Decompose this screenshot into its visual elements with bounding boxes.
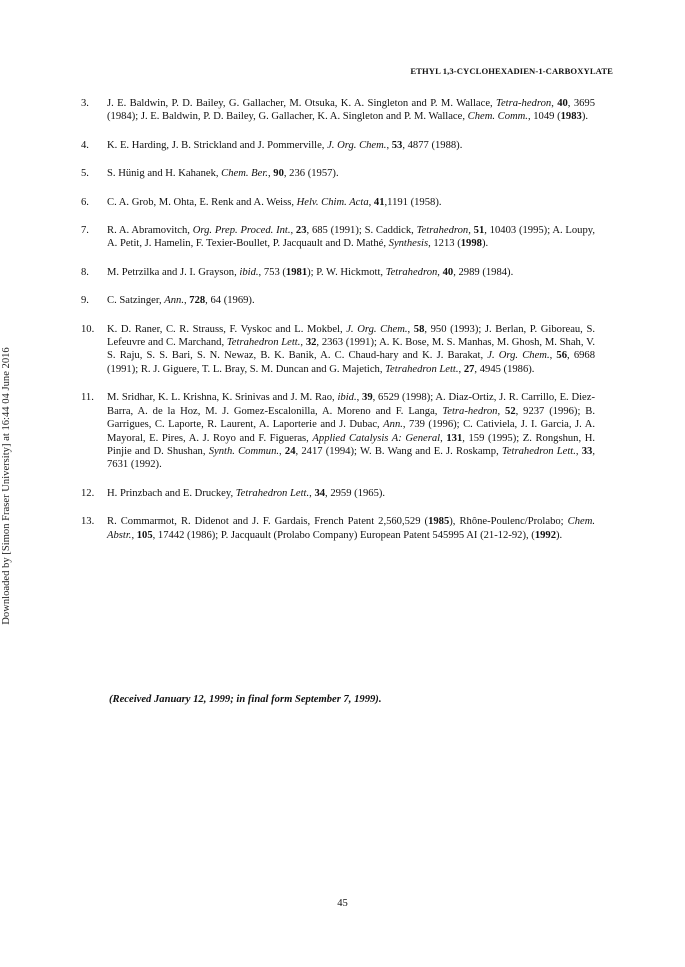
journal-title: Tetra-hedron bbox=[442, 405, 498, 417]
reference-item bbox=[81, 224, 595, 251]
volume-number: 53 bbox=[391, 139, 403, 151]
reference-text: , 6968 (1991); R. J. Giguere, T. L. Bray, S. M. Duncan and G. Majetich, bbox=[107, 350, 596, 375]
reference-item bbox=[81, 487, 595, 500]
reference-text: ). bbox=[556, 529, 563, 541]
journal-title: Tetra-hedron bbox=[496, 98, 552, 109]
reference-item bbox=[81, 196, 595, 209]
reference-text: , 2417 (1994); W. B. Wang and E. J. Roskamp, bbox=[295, 445, 502, 457]
reference-text: , bbox=[575, 445, 582, 457]
reference-text: , 739 (1996); C. Cativiela, J. I. Garcia, J. A. Mayoral, E. Pires, A. J. Royo and F. Figueras, bbox=[107, 419, 595, 444]
reference-text: , bbox=[309, 487, 315, 499]
page-number: 45 bbox=[337, 898, 348, 909]
reference-text: , bbox=[497, 405, 506, 417]
reference-text: , bbox=[468, 225, 474, 237]
volume-number: 1981 bbox=[285, 266, 308, 278]
reference-text: K. D. Raner, C. R. Strauss, F. Vyskoc and L. Mokbel, bbox=[107, 323, 347, 335]
journal-title: Chem. Comm. bbox=[467, 111, 528, 123]
journal-title: J. Org. Chem. bbox=[346, 323, 408, 335]
journal-title: Org. Prep. Proced. Int. bbox=[192, 225, 291, 237]
volume-number: 1998 bbox=[460, 238, 482, 250]
reference-number: 9. bbox=[81, 295, 89, 307]
reference-list bbox=[81, 97, 595, 557]
journal-title: ibid. bbox=[337, 392, 357, 404]
volume-number: 1983 bbox=[560, 111, 582, 123]
journal-title: Helv. Chim. Acta bbox=[296, 196, 369, 208]
reference-text: , 1049 ( bbox=[527, 111, 561, 123]
reference-text: , 6529 (1998); A. Diaz-Ortiz, J. R. Carrillo, E. Diez-Barra, A. de la Hoz, M. J. Gomez-Escalonilla, A. Moreno and F. Langa, bbox=[107, 392, 595, 417]
reference-number: 3. bbox=[81, 98, 89, 109]
reference-text: ). bbox=[481, 238, 489, 250]
reference-number: 10. bbox=[81, 323, 95, 335]
reference-text: M. Sridhar, K. L. Krishna, K. Srinivas and J. M. Rao, bbox=[107, 392, 338, 404]
reference-item bbox=[81, 139, 595, 152]
reference-text: , 159 (1995); Z. Rongshun, H. Pinjie and D. Shushan, bbox=[107, 432, 596, 457]
journal-title: Chem. Abstr. bbox=[107, 516, 596, 541]
volume-number: 27 bbox=[463, 363, 475, 375]
volume-number: 32 bbox=[305, 337, 317, 349]
reference-text: , bbox=[440, 432, 447, 444]
reference-number: 4. bbox=[81, 139, 89, 151]
journal-title: J. Org. Chem. bbox=[327, 139, 387, 151]
volume-number: 34 bbox=[314, 487, 326, 499]
volume-number: 1992 bbox=[534, 529, 557, 541]
reference-text: , 17442 (1986); P. Jacquault (Prolabo Company) European Patent 545995 AI (21-12-92), ( bbox=[152, 529, 535, 541]
reference-number: 7. bbox=[81, 225, 89, 237]
reference-text: , 753 ( bbox=[258, 266, 286, 278]
reference-text: , bbox=[267, 168, 274, 180]
volume-number: 728 bbox=[189, 295, 206, 307]
reference-text: R. A. Abramovitch, bbox=[107, 225, 193, 237]
reference-text: J. E. Baldwin, P. D. Bailey, G. Gallacher, M. Otsuka, K. A. Singleton and P. M. Wallace, bbox=[107, 98, 497, 109]
reference-item bbox=[81, 97, 595, 124]
reference-text: , 4945 (1986). bbox=[474, 363, 535, 375]
received-note: (Received January 12, 1999; in final form September 7, 1999). bbox=[109, 694, 382, 705]
reference-text: ), Rhône-Poulenc/Prolabo; bbox=[449, 516, 568, 528]
volume-number: 23 bbox=[295, 225, 307, 237]
journal-title: Synthesis bbox=[388, 238, 429, 250]
reference-number: 11. bbox=[81, 392, 94, 404]
volume-number: 131 bbox=[446, 432, 463, 444]
reference-item bbox=[81, 323, 595, 377]
journal-title: Tetrahedron bbox=[385, 266, 438, 278]
running-head: ETHYL 1,3-CYCLOHEXADIEN-1-CARBOXYLATE bbox=[410, 66, 613, 76]
volume-number: 58 bbox=[413, 323, 425, 335]
reference-text: , 64 (1969). bbox=[205, 295, 255, 307]
reference-text: , 10403 (1995); A. Loupy, A. Petit, J. Hamelin, F. Texier-Boullet, P. Jacquault and D. Mathé, bbox=[107, 225, 596, 250]
reference-item bbox=[81, 294, 595, 307]
journal-title: Tetrahedron Lett. bbox=[226, 337, 301, 349]
volume-number: 40 bbox=[557, 98, 568, 109]
reference-text: K. E. Harding, J. B. Strickland and J. Pommerville, bbox=[107, 139, 328, 151]
reference-text: , 7631 (1992). bbox=[107, 445, 595, 471]
reference-text: , 9237 (1996); B. Garrigues, C. Laporte, R. Laurent, A. Laporterie and J. Dubac, bbox=[107, 405, 595, 431]
journal-title: Applied Catalysis A: General bbox=[312, 432, 441, 444]
volume-number: 90 bbox=[273, 168, 284, 180]
reference-text: , bbox=[386, 139, 392, 151]
reference-number: 13. bbox=[81, 516, 95, 528]
reference-text: , 3695 (1984); J. E. Baldwin, P. D. Bailey, G. Gallacher, K. A. Singleton and P. M. Wallace, bbox=[107, 98, 595, 123]
reference-text: , 1213 ( bbox=[428, 238, 461, 250]
reference-text: , 236 (1957). bbox=[283, 168, 339, 180]
reference-text: ,1191 (1958). bbox=[384, 196, 442, 208]
volume-number: 33 bbox=[581, 445, 593, 457]
reference-text: H. Prinzbach and E. Druckey, bbox=[107, 487, 236, 499]
journal-title: Ann. bbox=[383, 419, 403, 431]
reference-text: , 2363 (1991); A. K. Bose, M. S. Manhas, M. Ghosh, M. Shah, V. S. Raju, S. S. Bari, S. N. Newaz, B. K. Banik, A. C. Chaud-hary and K. J. Barakat, bbox=[107, 337, 596, 362]
journal-title: J. Org. Chem. bbox=[487, 350, 550, 362]
volume-number: 51 bbox=[473, 225, 485, 237]
volume-number: 40 bbox=[442, 266, 454, 278]
reference-text: , bbox=[300, 337, 306, 349]
reference-item bbox=[81, 391, 595, 471]
reference-text: , 2959 (1965). bbox=[325, 487, 386, 499]
reference-item bbox=[81, 266, 595, 279]
volume-number: 56 bbox=[556, 350, 568, 362]
reference-text: , 950 (1993); J. Berlan, P. Giboreau, S. Lefeuvre and C. Marchand, bbox=[107, 323, 595, 349]
reference-number: 5. bbox=[81, 168, 89, 180]
journal-title: Chem. Ber. bbox=[221, 168, 268, 180]
reference-text: , bbox=[279, 445, 285, 457]
reference-text: , bbox=[131, 529, 137, 541]
reference-text: ); P. W. Hickmott, bbox=[307, 266, 386, 278]
reference-text: M. Petrzilka and J. I. Grayson, bbox=[107, 266, 240, 278]
journal-title: Synth. Commun. bbox=[208, 445, 280, 457]
reference-text: C. Satzinger, bbox=[107, 295, 165, 307]
reference-text: , bbox=[437, 266, 443, 278]
reference-number: 8. bbox=[81, 266, 89, 278]
reference-text: , 685 (1991); S. Caddick, bbox=[306, 225, 417, 237]
reference-text: , 2989 (1984). bbox=[453, 266, 514, 278]
reference-text: , bbox=[356, 392, 363, 404]
reference-text: , bbox=[290, 225, 296, 237]
reference-text: , bbox=[458, 363, 464, 375]
reference-text: , bbox=[549, 350, 557, 362]
journal-title: Tetrahedron Lett. bbox=[385, 363, 459, 375]
journal-title: ibid. bbox=[239, 266, 259, 278]
reference-text: ). bbox=[581, 111, 588, 123]
volume-number: 41 bbox=[373, 196, 385, 208]
reference-text: , bbox=[368, 196, 374, 208]
reference-text: , 4877 (1988). bbox=[402, 139, 463, 151]
reference-number: 12. bbox=[81, 487, 95, 499]
reference-item bbox=[81, 167, 595, 180]
volume-number: 52 bbox=[505, 405, 516, 417]
journal-title: Tetrahedron Lett. bbox=[235, 487, 310, 499]
volume-number: 24 bbox=[284, 445, 296, 457]
reference-text: , bbox=[407, 323, 414, 335]
volume-number: 39 bbox=[362, 392, 373, 404]
reference-text: C. A. Grob, M. Ohta, E. Renk and A. Weiss, bbox=[107, 196, 297, 208]
journal-title: Tetrahedron Lett. bbox=[501, 445, 576, 457]
download-watermark: Downloaded by [Simon Fraser University] at 16:44 04 June 2016 bbox=[1, 347, 12, 625]
reference-item bbox=[81, 515, 595, 542]
volume-number: 105 bbox=[136, 529, 153, 541]
volume-number: 1985 bbox=[428, 516, 450, 528]
journal-title: Ann. bbox=[164, 295, 184, 307]
journal-title: Tetrahedron bbox=[416, 225, 469, 237]
reference-text: , bbox=[183, 295, 190, 307]
reference-number: 6. bbox=[81, 196, 89, 208]
reference-text: , bbox=[551, 98, 558, 109]
reference-text: R. Commarmot, R. Didenot and J. F. Gardais, French Patent 2,560,529 ( bbox=[107, 516, 429, 528]
reference-text: S. Hünig and H. Kahanek, bbox=[107, 168, 222, 180]
